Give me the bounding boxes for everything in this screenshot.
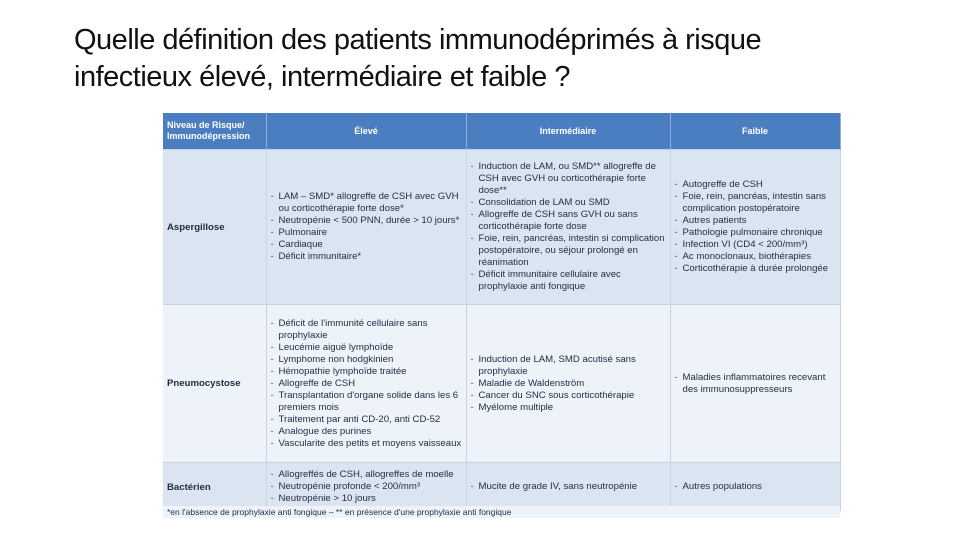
header-faible: Faible bbox=[670, 113, 840, 150]
cell-faible bbox=[670, 305, 840, 463]
list-item: - Foie, rein, pancréas, intestin si complication postopératoire, ou séjour prolongé en réanimation bbox=[471, 233, 666, 269]
table-header-row bbox=[163, 113, 840, 150]
list-item: - Allogreffés de CSH, allogreffes de moelle bbox=[271, 469, 462, 481]
list-item: - Infection VI (CD4 < 200/mm³) bbox=[675, 239, 836, 251]
list-item: - Analogue des purines bbox=[271, 426, 462, 438]
row-label: Aspergillose bbox=[163, 150, 266, 305]
list-item: - Consolidation de LAM ou SMD bbox=[471, 197, 666, 209]
list-item: - Maladies inflammatoires recevant des immunosuppresseurs bbox=[675, 372, 836, 396]
list-item: - Cardiaque bbox=[271, 239, 462, 251]
list-item: - Neutropénie profonde < 200/mm³ bbox=[271, 481, 462, 493]
cell-eleve bbox=[266, 463, 466, 512]
table-footnote: *en l'absence de prophylaxie anti fongique – ** en présence d'une prophylaxie anti fongique bbox=[163, 506, 840, 518]
list-item: - Induction de LAM, ou SMD** allogreffe de CSH avec GVH ou corticothérapie forte dose** bbox=[471, 161, 666, 197]
row-label: Pneumocystose bbox=[163, 305, 266, 463]
list-item: - Corticothérapie à durée prolongée bbox=[675, 263, 836, 275]
list-item: - Pulmonaire bbox=[271, 227, 462, 239]
header-risk-level: Niveau de Risque/ Immunodépression bbox=[163, 113, 266, 150]
list-item: - Autres patients bbox=[675, 215, 836, 227]
cell-intermediaire bbox=[466, 463, 670, 512]
list-item: - Maladie de Waldenström bbox=[471, 378, 666, 390]
cell-eleve bbox=[266, 305, 466, 463]
header-intermediaire: Intermédiaire bbox=[466, 113, 670, 150]
list-item: - Induction de LAM, SMD acutisé sans prophylaxie bbox=[471, 354, 666, 378]
list-item: - Mucite de grade IV, sans neutropénie bbox=[471, 481, 666, 493]
bullet-list bbox=[271, 469, 462, 505]
bullet-list bbox=[675, 179, 836, 275]
list-item: - Foie, rein, pancréas, intestin sans complication postopératoire bbox=[675, 191, 836, 215]
list-item: - Vascularite des petits et moyens vaisseaux bbox=[271, 438, 462, 450]
table-row bbox=[163, 305, 840, 463]
table-row bbox=[163, 150, 840, 305]
list-item: - Cancer du SNC sous corticothérapie bbox=[471, 390, 666, 402]
bullet-list bbox=[675, 372, 836, 396]
cell-intermediaire bbox=[466, 305, 670, 463]
bullet-list bbox=[271, 191, 462, 263]
title-line-1: Quelle définition des patients immunodéprimés à risque bbox=[74, 24, 762, 56]
list-item: - Déficit de l'immunité cellulaire sans prophylaxie bbox=[271, 318, 462, 342]
list-item: - Ac monoclonaux, biothérapies bbox=[675, 251, 836, 263]
list-item: - Lymphome non hodgkinien bbox=[271, 354, 462, 366]
list-item: - Allogreffe de CSH sans GVH ou sans corticothérapie forte dose bbox=[471, 209, 666, 233]
list-item: - Myélome multiple bbox=[471, 402, 666, 414]
bullet-list bbox=[471, 481, 666, 493]
title-line-2: infectieux élevé, intermédiaire et faible ? bbox=[74, 61, 570, 93]
cell-faible bbox=[670, 463, 840, 512]
slide-title bbox=[74, 22, 934, 96]
list-item: - Pathologie pulmonaire chronique bbox=[675, 227, 836, 239]
cell-eleve bbox=[266, 150, 466, 305]
bullet-list bbox=[471, 161, 666, 293]
list-item: - Leucémie aiguë lymphoïde bbox=[271, 342, 462, 354]
bullet-list bbox=[471, 354, 666, 414]
list-item: - Neutropénie > 10 jours bbox=[271, 493, 462, 505]
list-item: - Autres populations bbox=[675, 481, 836, 493]
list-item: - Déficit immunitaire* bbox=[271, 251, 462, 263]
cell-faible bbox=[670, 150, 840, 305]
list-item: - LAM – SMD* allogreffe de CSH avec GVH ou corticothérapie forte dose* bbox=[271, 191, 462, 215]
list-item: - Hémopathie lymphoïde traitée bbox=[271, 366, 462, 378]
risk-table bbox=[163, 113, 841, 511]
list-item: - Neutropénie < 500 PNN, durée > 10 jours* bbox=[271, 215, 462, 227]
list-item: - Allogreffe de CSH bbox=[271, 378, 462, 390]
bullet-list bbox=[271, 318, 462, 450]
header-eleve: Élevé bbox=[266, 113, 466, 150]
cell-intermediaire bbox=[466, 150, 670, 305]
row-label: Bactérien bbox=[163, 463, 266, 512]
list-item: - Déficit immunitaire cellulaire avec prophylaxie anti fongique bbox=[471, 269, 666, 293]
list-item: - Traitement par anti CD-20, anti CD-52 bbox=[271, 414, 462, 426]
bullet-list bbox=[675, 481, 836, 493]
list-item: - Autogreffe de CSH bbox=[675, 179, 836, 191]
table-row bbox=[163, 463, 840, 512]
list-item: - Transplantation d'organe solide dans les 6 premiers mois bbox=[271, 390, 462, 414]
